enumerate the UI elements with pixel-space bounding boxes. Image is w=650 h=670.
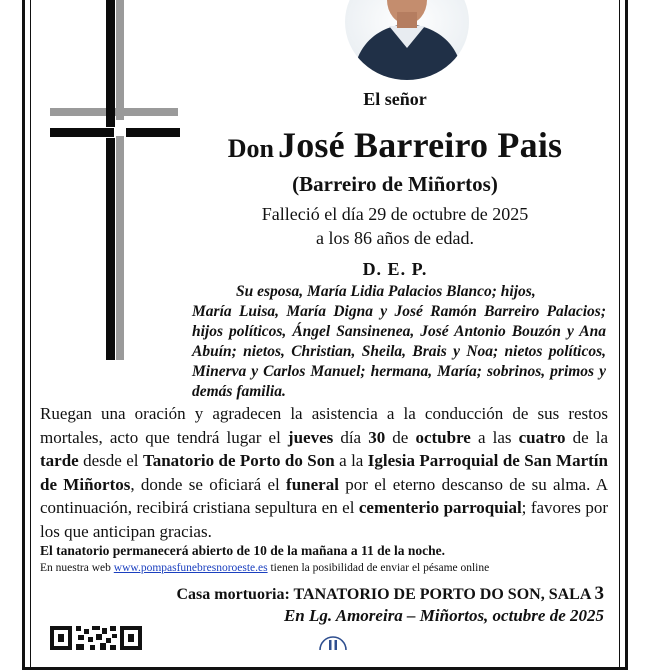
text-fragment: de la xyxy=(565,427,608,447)
qr-code-icon[interactable] xyxy=(50,626,142,650)
sala-number: 3 xyxy=(594,583,604,604)
casa-label: Casa mortuoria: TANATORIO DE PORTO DO SON, SALA xyxy=(176,586,595,603)
text-fragment: por el eterno descanso de su alma. A continuación, recibirá cristiana sepultura en el xyxy=(40,474,608,518)
full-name: José Barreiro Pais xyxy=(278,125,563,165)
text-fragment: , donde se oficiará el xyxy=(130,474,287,494)
cross-icon xyxy=(50,0,180,360)
casa-mortuoria xyxy=(177,583,605,605)
tanatorio-hours: El tanatorio permanecerá abierto de 10 de la mañana a 11 de la noche. xyxy=(40,543,445,558)
web-prefix: En nuestra web xyxy=(40,562,114,574)
funeral-home-logo-icon xyxy=(316,634,350,650)
text-fragment: Ruegan una oración y agradecen la asistencia a la conducción de sus restos mortales, acto que tendrá lugar el xyxy=(40,404,608,447)
family-first-line: Su esposa, María Lidia Palacios Blanco; hijos, xyxy=(236,283,536,300)
dep-abbreviation: D. E. P. xyxy=(362,259,428,279)
nickname: (Barreiro de Miñortos) xyxy=(292,172,498,196)
text-fragment: de xyxy=(385,427,416,447)
el-senor-label: El señor xyxy=(363,89,427,109)
ceremony-paragraph xyxy=(40,402,608,544)
day-number: 30 xyxy=(368,427,386,447)
funeral-word: funeral xyxy=(286,474,339,494)
web-note xyxy=(40,562,489,574)
month: octubre xyxy=(415,427,471,447)
family-list xyxy=(192,282,606,402)
text-fragment: ; favores por los que anticipan gracias. xyxy=(40,498,608,541)
place-and-date: En Lg. Amoreira – Miñortos, octubre de 2025 xyxy=(283,606,604,625)
funeral-home-name: Tanatorio de Porto do Son xyxy=(142,451,335,471)
deceased-name xyxy=(180,124,610,166)
hour: cuatro xyxy=(518,427,566,447)
text-fragment: a las xyxy=(470,427,519,447)
church-name: Iglesia Parroquial de San Martín de Miñortos xyxy=(40,451,608,494)
text-fragment: día xyxy=(333,427,369,447)
text-fragment: a la xyxy=(334,451,368,471)
web-suffix: tienen la posibilidad de enviar el pésame online xyxy=(267,562,490,574)
cemetery-name: cementerio parroquial xyxy=(358,498,522,518)
don-prefix: Don xyxy=(227,134,275,163)
family-rest: María Luisa, María Digna y José Ramón Barreiro Palacios; hijos políticos, Ángel Sansinenea, José Antonio Bouzón y Ana Abuín; nietos, Christian, Sheila, Brais y Noa; nietos políticos, Minerva y Carlos Manuel; hermana, María; sobrinos, primos y demás familia. xyxy=(192,303,606,400)
text-fragment: desde el xyxy=(78,451,143,471)
website-link[interactable]: www.pompasfunebresnoroeste.es xyxy=(113,562,268,574)
weekday: jueves xyxy=(287,427,334,447)
age-at-death: a los 86 años de edad. xyxy=(316,228,474,248)
death-date: Falleció el día 29 de octubre de 2025 xyxy=(261,204,529,224)
portrait-photo xyxy=(345,0,470,80)
time-of-day: tarde xyxy=(40,451,79,471)
